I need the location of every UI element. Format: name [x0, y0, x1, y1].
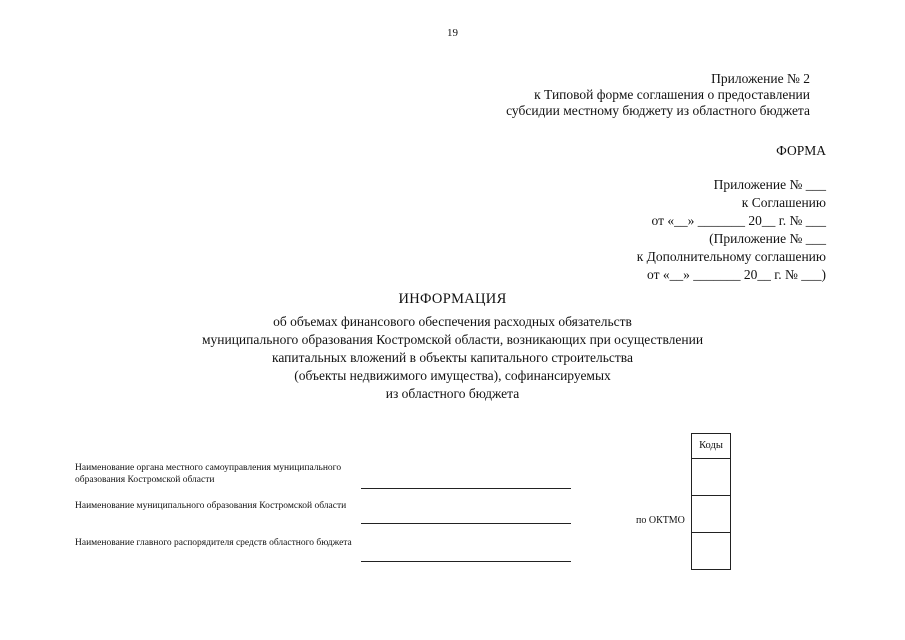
subtitle-line: из областного бюджета	[385, 386, 520, 401]
agreement-line: от «__» _______ 20__ г. № ___	[651, 213, 826, 228]
agreement-line: к Дополнительному соглашению	[636, 249, 826, 264]
field-input-municipality[interactable]	[361, 523, 571, 524]
codes-header: Коды	[692, 434, 730, 459]
agreement-block	[560, 176, 826, 284]
subtitle-line: (объекты недвижимого имущества), софинансируемых	[294, 368, 611, 383]
agreement-line: к Соглашению	[741, 195, 826, 210]
field-input-local-government[interactable]	[361, 488, 571, 489]
appendix-header-line: к Типовой форме соглашения о предоставлении	[534, 87, 810, 102]
appendix-header-line: субсидии местному бюджету из областного бюджета	[506, 103, 810, 118]
field-label-chief-manager: Наименование главного распорядителя средств областного бюджета	[75, 538, 352, 548]
field-label-municipality: Наименование муниципального образования Костромской области	[75, 501, 347, 511]
appendix-header-line: Приложение № 2	[711, 71, 810, 86]
codes-cell[interactable]	[692, 459, 730, 496]
appendix-header	[400, 71, 810, 119]
codes-table	[691, 433, 731, 570]
document-title: ИНФОРМАЦИЯ	[398, 291, 507, 307]
page-number: 19	[447, 27, 458, 39]
codes-cell[interactable]	[692, 533, 730, 569]
agreement-line: Приложение № ___	[713, 177, 826, 192]
agreement-line: от «__» _______ 20__ г. № ___)	[647, 267, 826, 282]
subtitle-line: муниципального образования Костромской области, возникающих при осуществлении	[201, 332, 704, 347]
field-input-chief-manager[interactable]	[361, 561, 571, 562]
agreement-line: (Приложение № ___	[709, 231, 826, 246]
subtitle-line: об объемах финансового обеспечения расходных обязательств	[273, 314, 632, 329]
subtitle-line: капитальных вложений в объекты капитального строительства	[271, 350, 633, 365]
document-subtitle	[120, 313, 785, 403]
codes-cell-oktmo[interactable]	[692, 496, 730, 533]
form-label: ФОРМА	[776, 143, 826, 158]
oktmo-label: по ОКТМО	[636, 515, 685, 526]
field-label-local-government: Наименование органа местного самоуправления муниципального образования Костромской области	[75, 463, 342, 485]
